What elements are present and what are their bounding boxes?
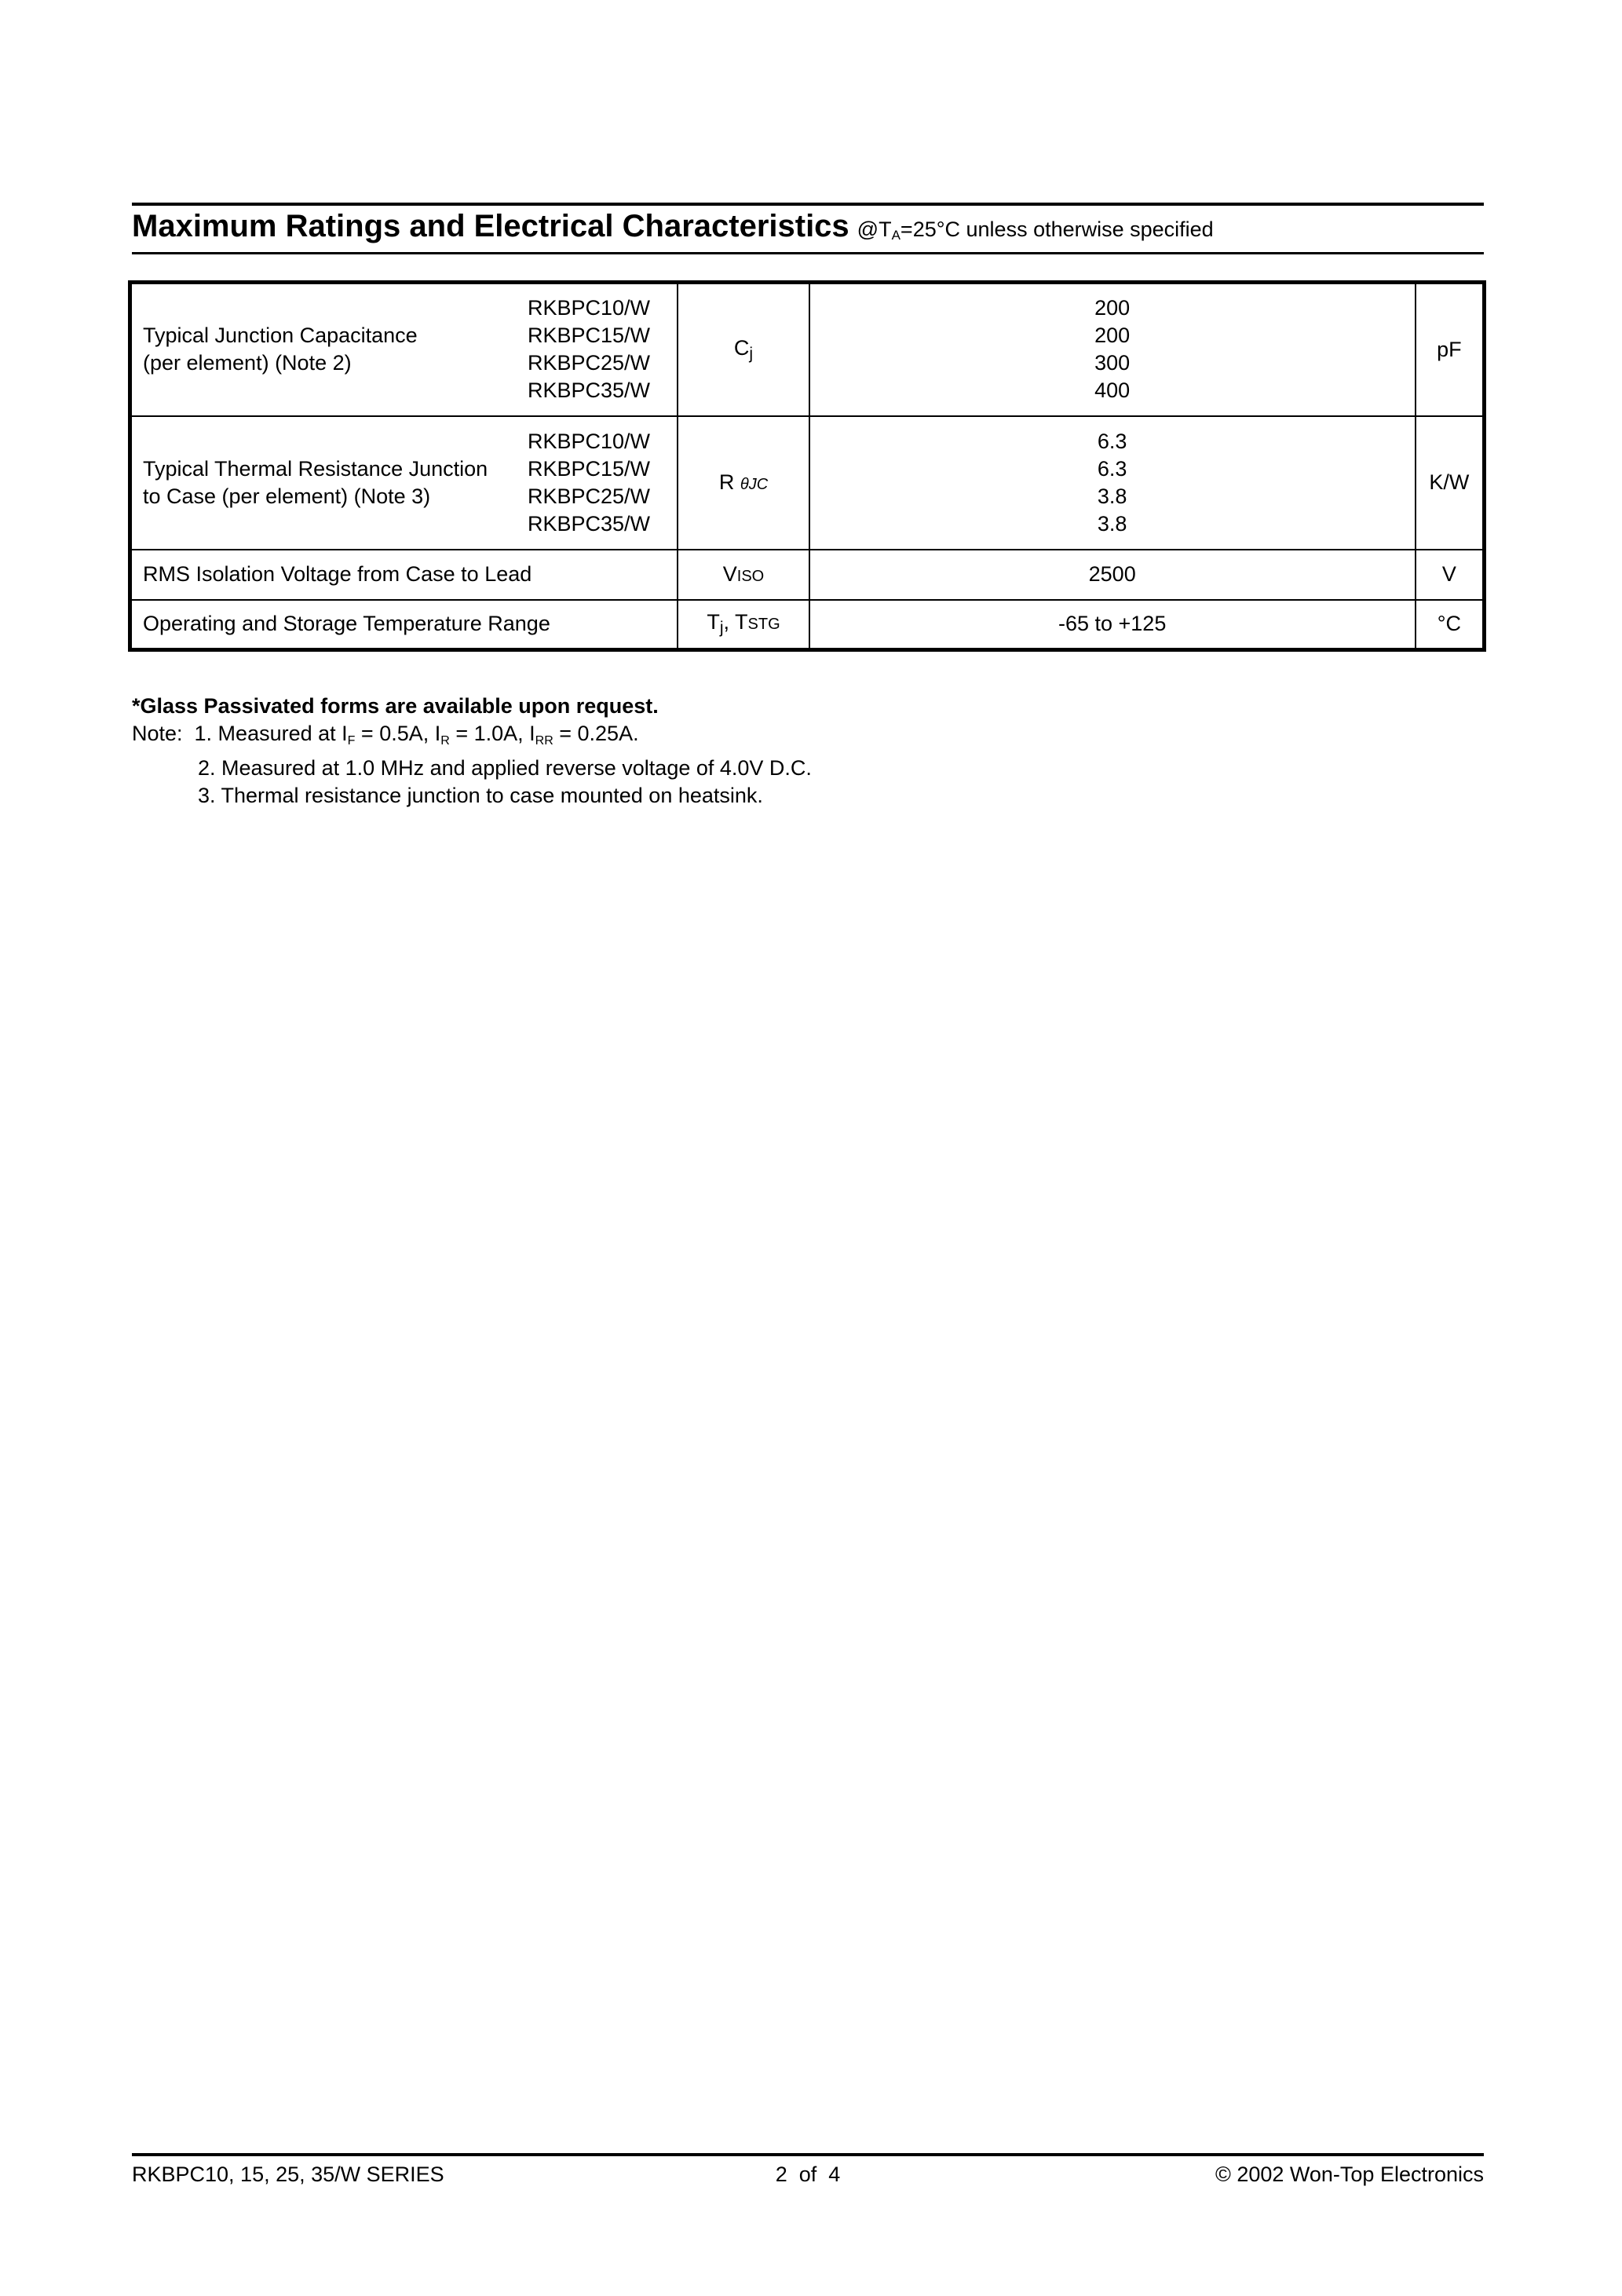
parameter-description-line: Typical Thermal Resistance Junction: [143, 456, 488, 481]
value-cell: [809, 550, 1416, 600]
value: 300: [1094, 351, 1131, 375]
table-row: [130, 416, 1485, 550]
note-3: 3. Thermal resistance junction to case mounted on heatsink.: [198, 784, 763, 807]
symbol-cell: Tj, TSTG: [678, 600, 809, 650]
parameter-cell: [130, 283, 678, 416]
model-label: RKBPC15/W: [528, 324, 651, 348]
value: 400: [1094, 378, 1131, 403]
glass-passivated-note: *Glass Passivated forms are available upon request.: [132, 694, 659, 718]
value: 6.3: [1097, 429, 1127, 453]
value: -65 to +125: [1058, 612, 1167, 636]
footer-copyright: © 2002 Won-Top Electronics: [1215, 2163, 1484, 2186]
model-label: RKBPC25/W: [528, 484, 651, 508]
unit-cell: V: [1416, 550, 1485, 600]
unit-cell: °C: [1416, 600, 1485, 650]
page-number: 2 of 4: [775, 2163, 841, 2186]
model-label: RKBPC35/W: [528, 511, 651, 536]
model-list: [528, 294, 650, 404]
unit-cell: pF: [1416, 283, 1485, 416]
model-label: RKBPC35/W: [528, 378, 651, 403]
parameter-description-line: (per element) (Note 2): [143, 351, 352, 375]
model-label: RKBPC25/W: [528, 351, 651, 375]
header-top-rule: [132, 203, 1484, 206]
value: 2500: [1088, 562, 1136, 586]
title-main: Maximum Ratings and Electrical Characteristics: [132, 209, 849, 243]
title-condition: @TA=25°C unless otherwise specified: [857, 218, 1214, 243]
parameter-cell: [130, 550, 678, 600]
table-row: [130, 600, 1485, 650]
model-label: RKBPC10/W: [528, 429, 651, 453]
footer-series: RKBPC10, 15, 25, 35/W SERIES: [132, 2163, 444, 2186]
parameter-cell: [130, 416, 678, 550]
unit-cell: K/W: [1416, 416, 1485, 550]
value-cell: [809, 416, 1416, 550]
note-2: 2. Measured at 1.0 MHz and applied reverse voltage of 4.0V D.C.: [198, 756, 812, 780]
value: 200: [1094, 296, 1131, 320]
model-label: RKBPC15/W: [528, 456, 651, 481]
notes-block: [132, 693, 812, 810]
model-label: RKBPC10/W: [528, 296, 651, 320]
value-cell: [809, 283, 1416, 416]
symbol-cell: R θJC: [678, 416, 809, 550]
value-cell: [809, 600, 1416, 650]
parameter-cell: [130, 600, 678, 650]
value: 3.8: [1097, 511, 1127, 536]
footer-rule: [132, 2153, 1484, 2156]
ratings-table: [128, 280, 1486, 652]
note-1: Note: 1. Measured at IF = 0.5A, IR = 1.0A, IRR = 0.25A.: [132, 722, 639, 748]
value: 6.3: [1097, 456, 1127, 481]
parameter-description-line: to Case (per element) (Note 3): [143, 484, 431, 508]
parameter-description-line: Typical Junction Capacitance: [143, 324, 418, 348]
table-row: [130, 550, 1485, 600]
section-title: [132, 209, 1484, 244]
value: 3.8: [1097, 484, 1127, 508]
parameter-description-line: RMS Isolation Voltage from Case to Lead: [143, 562, 532, 586]
table-row: [130, 283, 1485, 416]
symbol-cell: Cj: [678, 283, 809, 416]
value: 200: [1094, 324, 1131, 348]
parameter-description-line: Operating and Storage Temperature Range: [143, 612, 550, 636]
symbol-cell: VISO: [678, 550, 809, 600]
header-bottom-rule: [132, 252, 1484, 254]
model-list: [528, 428, 650, 538]
